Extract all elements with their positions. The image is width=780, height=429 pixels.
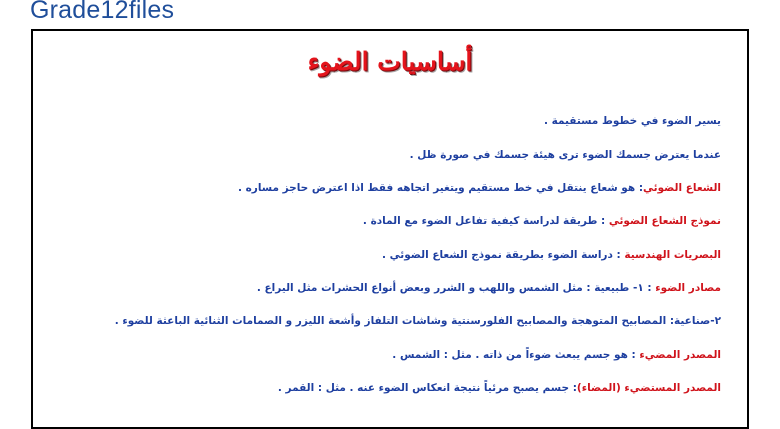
line-term: مصادر الضوء (655, 282, 721, 294)
line-text: عندما يعترض جسمك الضوء ترى هيئة جسمك في صورة ظل . (409, 149, 721, 161)
text-line (238, 182, 721, 194)
document-page (31, 29, 749, 429)
line-text: : هو جسم يبعث ضوءاً من ذاته . مثل : الشمس . (392, 349, 640, 361)
line-text: : ١- طبيعية : مثل الشمس واللهب و الشرر وبعض أنواع الحشرات مثل اليراع . (256, 282, 656, 294)
text-line (410, 149, 721, 161)
line-text: يسير الضوء في خطوط مستقيمة . (543, 115, 721, 127)
text-line (278, 382, 721, 394)
line-text: : طريقة لدراسة كيفية تفاعل الضوء مع المادة . (362, 215, 609, 227)
text-line (257, 282, 721, 294)
text-line (544, 115, 721, 127)
line-text: ٢-صناعية: المصابيح المتوهجة والمصابيح الفلورسنتية وشاشات التلفاز وأشعة الليزر و الصمامات الثنائية الباعثة للضوء . (114, 315, 721, 327)
site-logo: Grade12files (30, 0, 175, 24)
line-text: : دراسة الضوء بطريقة نموذج الشعاع الضوئي . (381, 249, 625, 261)
text-line (115, 315, 721, 327)
line-term: المصدر المستضيء (المضاء) (576, 382, 721, 394)
line-term: البصريات الهندسية (624, 249, 721, 261)
line-term: الشعاع الضوئي (643, 182, 721, 194)
document-title: أساسيات الضوء (307, 47, 473, 76)
line-text: : جسم يصبح مرئياً نتيجة انعكاس الضوء عنه . مثل : القمر . (277, 382, 577, 394)
line-text: : هو شعاع ينتقل في خط مستقيم ويتغير اتجاهه فقط اذا اعترض حاجز مساره . (237, 182, 644, 194)
line-term: المصدر المضيء (639, 349, 721, 361)
text-line (363, 215, 721, 227)
text-line (392, 349, 721, 361)
line-term: نموذج الشعاع الضوئي (608, 215, 721, 227)
text-line (382, 249, 721, 261)
